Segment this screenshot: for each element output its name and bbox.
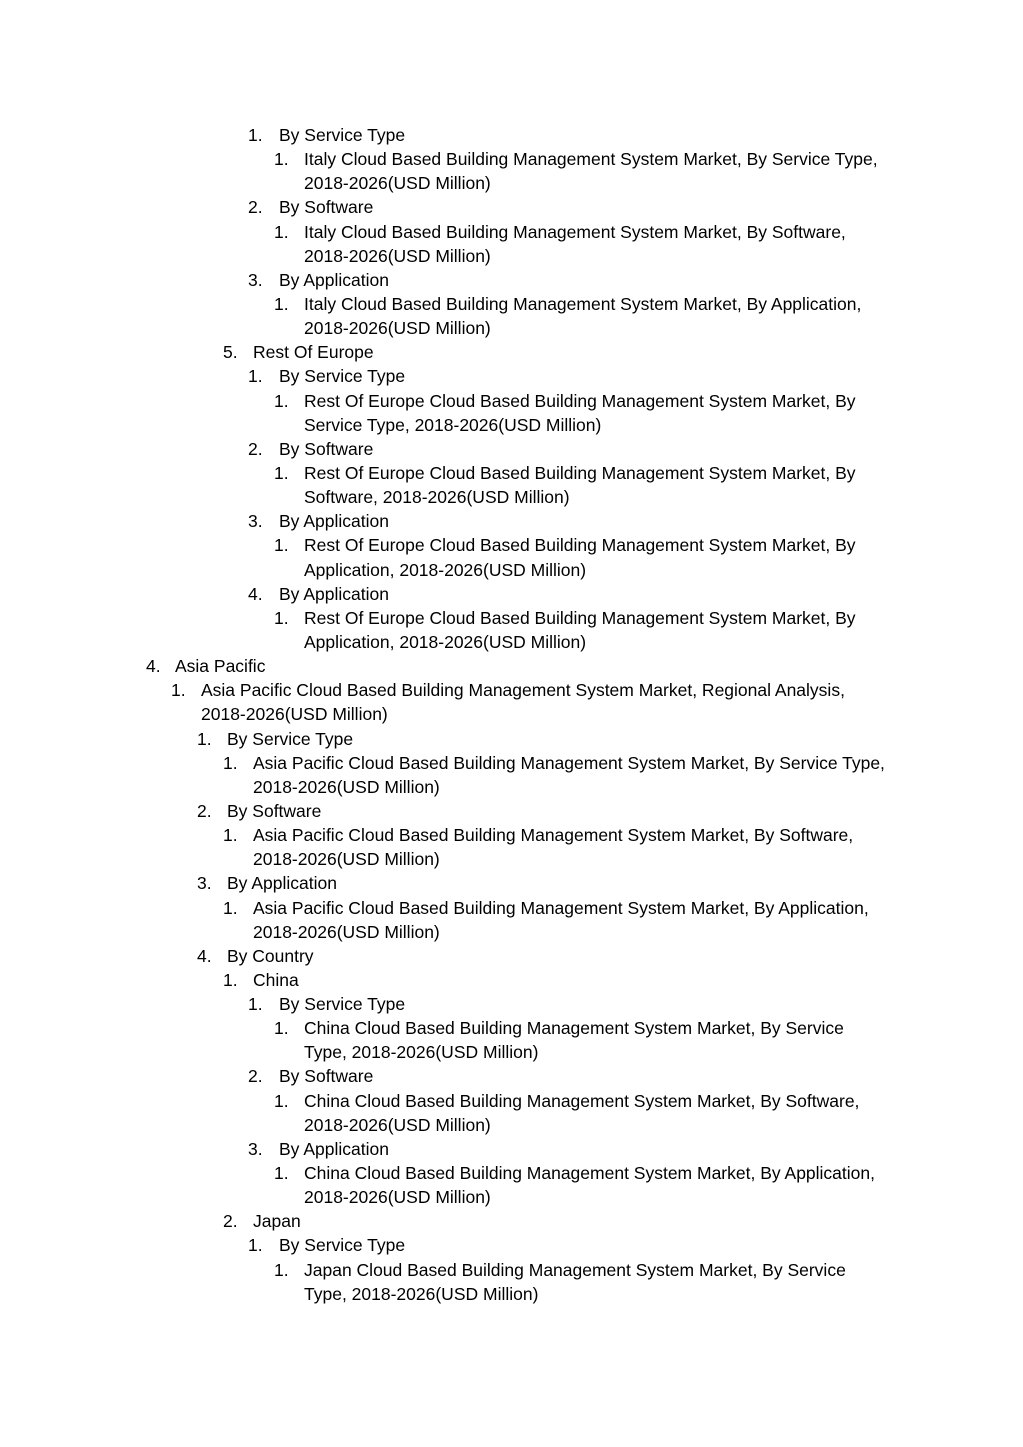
outline-item-text: Rest Of Europe Cloud Based Building Management System Market, By [304,607,856,628]
outline-item-text: Application, 2018-2026(USD Million) [304,559,587,580]
outline-item [0,1258,1023,1282]
outline-item [0,268,1023,292]
outline-item-number: 1. [223,752,238,773]
outline-item-text: By Application [227,873,337,894]
outline-item-number: 2. [197,800,212,821]
outline-item-continuation [0,702,1023,726]
outline-item-continuation [0,316,1023,340]
outline-item-number: 4. [248,583,263,604]
outline-item-number: 1. [274,535,289,556]
outline-item-text: By Service Type [279,994,406,1015]
outline-item-text: 2018-2026(USD Million) [304,173,491,194]
outline-item-text: Italy Cloud Based Building Management System Market, By Application, [304,293,862,314]
outline-item [0,195,1023,219]
outline-item [0,968,1023,992]
outline-item-continuation [0,558,1023,582]
outline-item [0,1064,1023,1088]
outline-item-number: 4. [197,945,212,966]
outline-item-number: 1. [223,969,238,990]
outline-item-number: 1. [274,149,289,170]
outline-item-text: Asia Pacific [175,656,266,677]
outline-item-number: 1. [248,125,263,145]
outline-item-number: 4. [146,656,161,677]
outline-item-text: 2018-2026(USD Million) [304,1114,491,1135]
outline-item-text: 2018-2026(USD Million) [304,1187,491,1208]
outline-item-continuation [0,1185,1023,1209]
outline-item-continuation [0,920,1023,944]
outline-item-text: Asia Pacific Cloud Based Building Management System Market, By Software, [253,825,854,846]
outline-item [0,1209,1023,1233]
outline-item [0,751,1023,775]
outline-item-text: Italy Cloud Based Building Management System Market, By Software, [304,221,846,242]
outline-item-text: By Service Type [279,1235,406,1256]
outline-item-text: Italy Cloud Based Building Management System Market, By Service Type, [304,149,878,170]
outline-item-continuation [0,485,1023,509]
outline-item [0,340,1023,364]
outline-item-continuation [0,171,1023,195]
outline-item [0,1016,1023,1040]
outline-item [0,389,1023,413]
outline-item-text: 2018-2026(USD Million) [201,704,388,725]
outline-item-text: Asia Pacific Cloud Based Building Management System Market, By Application, [253,897,869,918]
outline-item-number: 2. [223,1211,238,1232]
outline-item [0,678,1023,702]
outline-item [0,1089,1023,1113]
outline-item-number: 1. [223,825,238,846]
outline-item-number: 1. [171,680,186,701]
outline-item-text: By Service Type [279,366,406,387]
outline-item [0,123,1023,147]
outline-item [0,654,1023,678]
table-of-contents-outline [0,123,1023,1306]
outline-item-text: By Application [279,583,389,604]
outline-item-text: Software, 2018-2026(USD Million) [304,487,570,508]
outline-item-text: Rest Of Europe Cloud Based Building Management System Market, By [304,535,856,556]
outline-item-text: Japan [253,1211,301,1232]
outline-item-number: 1. [274,1163,289,1184]
outline-item-number: 5. [223,342,238,363]
outline-item-continuation [0,775,1023,799]
outline-item-number: 1. [274,221,289,242]
outline-item [0,582,1023,606]
outline-item-text: Japan Cloud Based Building Management System Market, By Service [304,1259,846,1280]
outline-item-text: By Software [279,438,374,459]
outline-item-number: 1. [274,390,289,411]
outline-item [0,896,1023,920]
outline-item [0,1233,1023,1257]
outline-item-text: By Application [279,269,389,290]
outline-item [0,1137,1023,1161]
outline-item-number: 1. [274,462,289,483]
outline-item-continuation [0,1282,1023,1306]
outline-item-number: 1. [223,897,238,918]
outline-item [0,823,1023,847]
outline-item-text: 2018-2026(USD Million) [304,245,491,266]
outline-item-number: 2. [248,197,263,218]
outline-item-text: Rest Of Europe Cloud Based Building Management System Market, By [304,390,856,411]
outline-item-continuation [0,413,1023,437]
outline-item-text: Rest Of Europe [253,342,374,363]
outline-item-number: 2. [248,1066,263,1087]
outline-item [0,437,1023,461]
outline-item-text: Application, 2018-2026(USD Million) [304,631,587,652]
outline-item-text: 2018-2026(USD Million) [253,849,440,870]
outline-item-number: 1. [274,607,289,628]
outline-item [0,1161,1023,1185]
outline-item [0,606,1023,630]
outline-item-text: China Cloud Based Building Management System Market, By Service [304,1018,844,1039]
outline-item [0,727,1023,751]
outline-item-number: 1. [274,1018,289,1039]
outline-item-number: 1. [197,728,212,749]
outline-item [0,992,1023,1016]
outline-item-number: 3. [197,873,212,894]
outline-item-number: 3. [248,1138,263,1159]
outline-item-text: By Application [279,1138,389,1159]
outline-item-continuation [0,1113,1023,1137]
outline-item-text: By Software [279,197,374,218]
outline-item-number: 1. [274,293,289,314]
outline-item-number: 1. [248,994,263,1015]
outline-item [0,944,1023,968]
outline-item-continuation [0,1040,1023,1064]
outline-item-number: 3. [248,511,263,532]
outline-item [0,509,1023,533]
outline-item [0,292,1023,316]
outline-item-text: 2018-2026(USD Million) [304,318,491,339]
outline-item-number: 1. [274,1259,289,1280]
outline-item-text: China Cloud Based Building Management System Market, By Application, [304,1163,875,1184]
outline-item-text: 2018-2026(USD Million) [253,921,440,942]
outline-item [0,220,1023,244]
outline-item-text: Type, 2018-2026(USD Million) [304,1283,539,1304]
outline-item-text: Rest Of Europe Cloud Based Building Management System Market, By [304,462,856,483]
outline-item-text: By Software [227,800,322,821]
outline-item-text: By Service Type [279,125,406,145]
outline-item-number: 1. [274,1090,289,1111]
outline-item-text: By Service Type [227,728,354,749]
outline-item-text: China [253,969,299,990]
outline-item-number: 2. [248,438,263,459]
outline-item-continuation [0,847,1023,871]
outline-item [0,533,1023,557]
outline-item-text: Asia Pacific Cloud Based Building Management System Market, By Service Type, [253,752,885,773]
outline-item [0,364,1023,388]
outline-item-continuation [0,244,1023,268]
outline-item-continuation [0,630,1023,654]
outline-item-text: Type, 2018-2026(USD Million) [304,1042,539,1063]
outline-item [0,799,1023,823]
outline-item-text: By Software [279,1066,374,1087]
outline-item-text: 2018-2026(USD Million) [253,776,440,797]
outline-item-text: By Country [227,945,314,966]
outline-item-number: 3. [248,269,263,290]
outline-item-number: 1. [248,366,263,387]
outline-item [0,871,1023,895]
outline-item-text: Service Type, 2018-2026(USD Million) [304,414,602,435]
outline-item [0,461,1023,485]
outline-item-text: Asia Pacific Cloud Based Building Management System Market, Regional Analysis, [201,680,845,701]
outline-item-number: 1. [248,1235,263,1256]
outline-item-text: China Cloud Based Building Management System Market, By Software, [304,1090,860,1111]
outline-item [0,147,1023,171]
outline-item-text: By Application [279,511,389,532]
